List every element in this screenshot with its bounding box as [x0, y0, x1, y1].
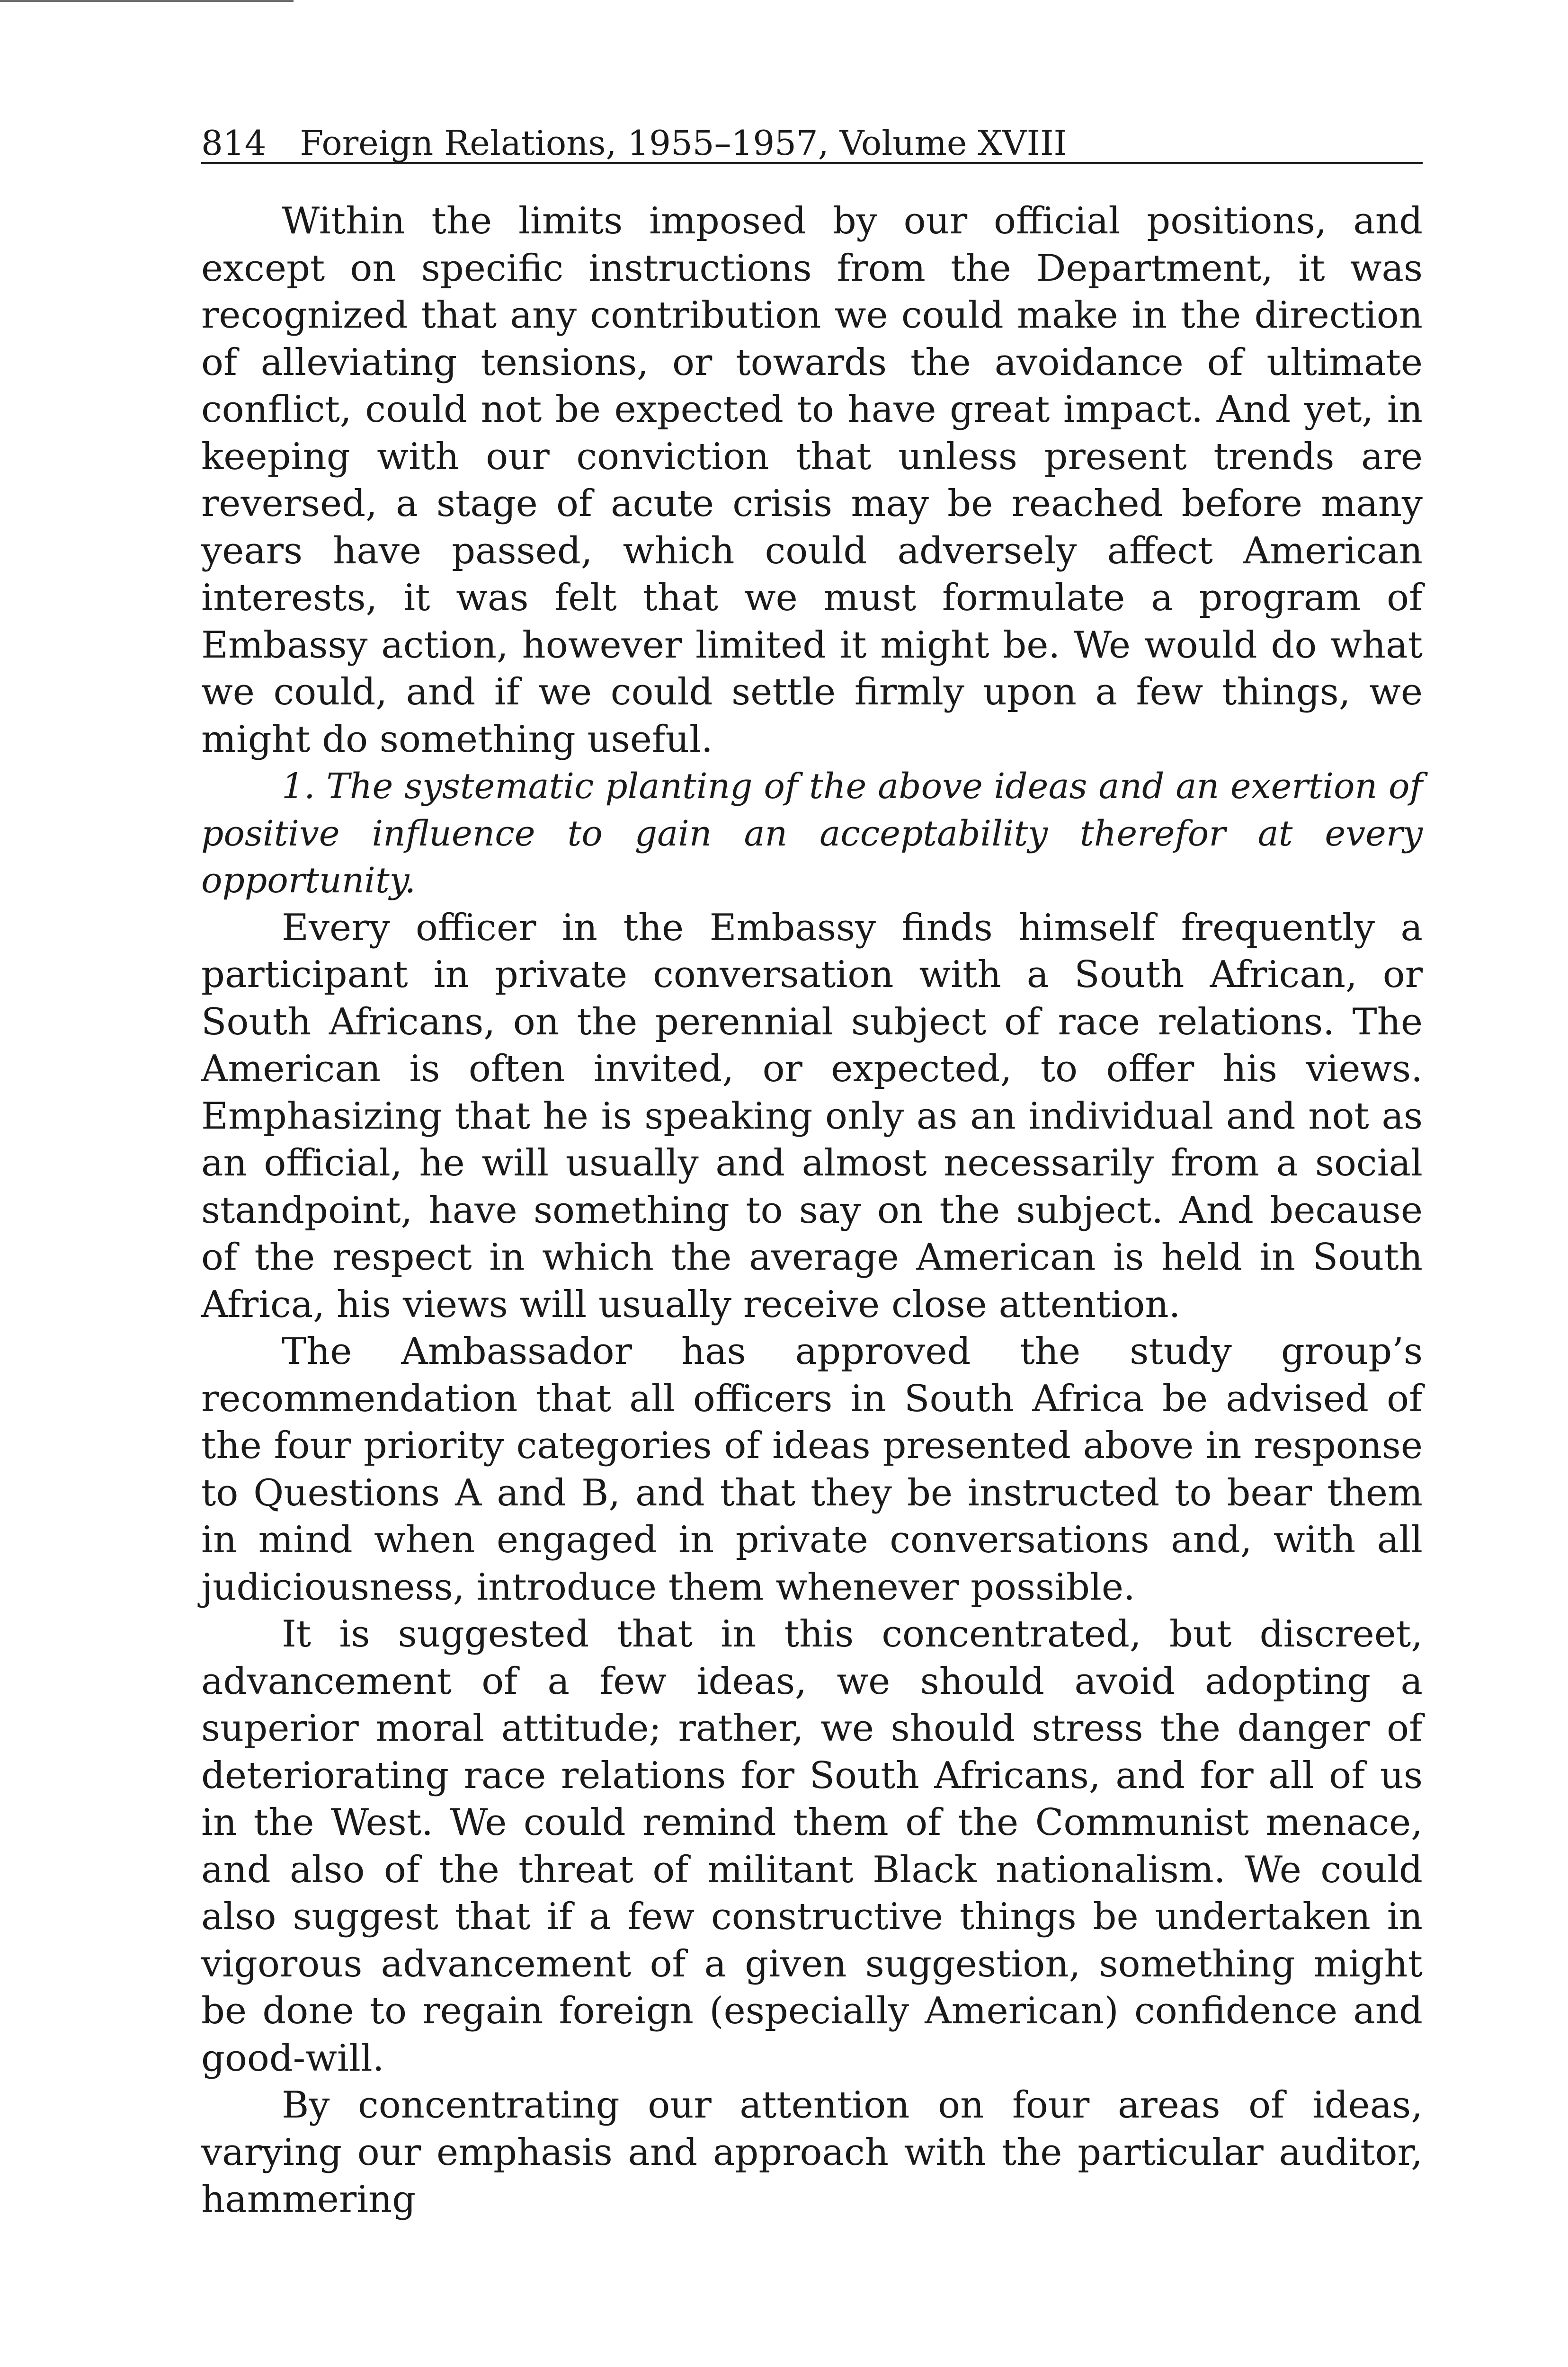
paragraph: By concentrating our attention on four areas of ideas, varying our emphasis and approach with the particular auditor, hammering [201, 2084, 1423, 2221]
page-number: 814 [201, 123, 267, 163]
item-heading: 1. The systematic planting of the above ideas and an exertion of positive influence to gain an acceptability therefor at every opportunity. [201, 766, 1423, 901]
body-text [201, 198, 1423, 2224]
running-title: Foreign Relations, 1955–1957, Volume XVIII [300, 123, 1067, 163]
paragraph: The Ambassador has approved the study group’s recommendation that all officers in South Africa be advised of the four priority categories of ideas presented above in response to Questions A and B, and that they be instructed to bear them in mind when engaged in private conversations and, with all judiciousness, introduce them whenever possible. [201, 1330, 1423, 1609]
paragraph: Every officer in the Embassy finds himself frequently a participant in private conversation with a South African, or South Africans, on the perennial subject of race relations. The American is often invited, or expected, to offer his views. Emphasizing that he is speaking only as an individual and not as an official, he will usually and almost necessarily from a social standpoint, have something to say on the subject. And because of the respect in which the average American is held in South Africa, his views will usually receive close attention. [201, 906, 1423, 1326]
paragraph: Within the limits imposed by our official positions, and except on specific instructions from the Department, it was recognized that any contribution we could make in the direction of alleviating tensions, or towards the avoidance of ultimate conflict, could not be expected to have great impact. And yet, in keeping with our conviction that unless present trends are reversed, a stage of acute crisis may be reached before many years have passed, which could adversely affect American interests, it was felt that we must formulate a program of Embassy action, however limited it might be. We would do what we could, and if we could settle firmly upon a few things, we might do something useful. [201, 200, 1423, 761]
running-header [201, 124, 1423, 164]
paragraph: It is suggested that in this concentrated, but discreet, advancement of a few ideas, we should avoid adopting a superior moral attitude; rather, we should stress the danger of deteriorating race relations for South Africans, and for all of us in the West. We could remind them of the Communist menace, and also of the threat of militant Black nationalism. We could also suggest that if a few constructive things be undertaken in vigorous advancement of a given suggestion, something might be done to regain foreign (especially American) confidence and good-will. [201, 1613, 1423, 2080]
scan-edge-rule [0, 0, 294, 2]
